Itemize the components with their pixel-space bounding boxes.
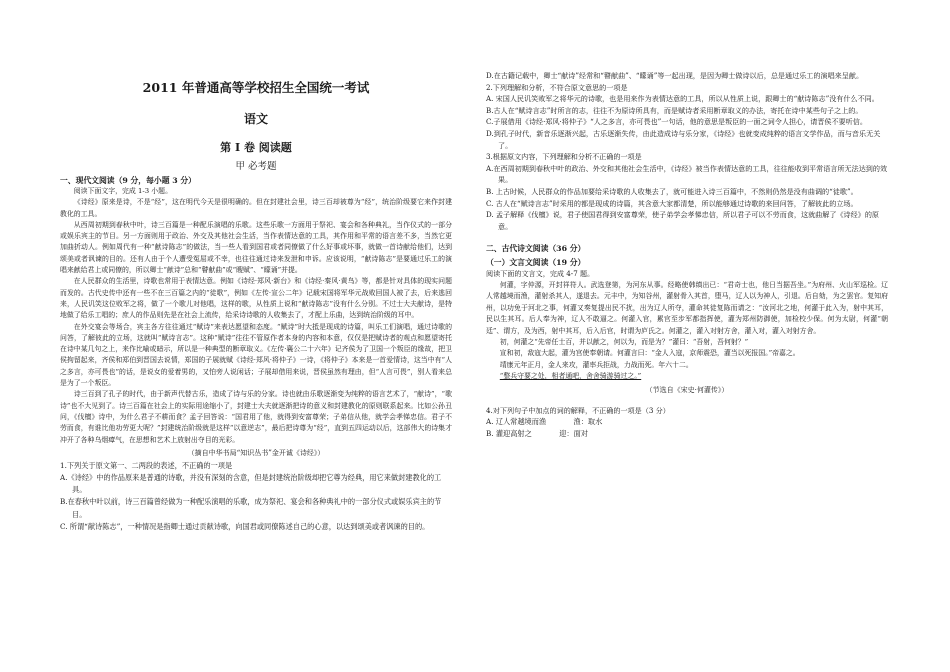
question-2-option-a: A. 宋国人民讥笑败军之将华元的诗歌，也是用来作为表情达意的工具，所以从性质上说，跟卿士的“献诗陈志”没有什么不同。 — [486, 94, 879, 104]
question-3-stem: 3.根据原文内容，下列理解和分析不正确的一项是 — [486, 152, 642, 162]
classical-passage: 靖康元年正月，金人来攻，灌率兵拒战，力战而死。年六十二。 — [499, 360, 693, 369]
classical-passage: 宣和初，敌寇大起，灌为宫使奉朝请。何灌言曰：“金人入寇，京师震恐，灌当以死报国。”帝嘉之。 — [499, 349, 800, 358]
part-title: 甲 必考题 — [235, 161, 277, 172]
option-sentence: B. 灌迎高射之 — [486, 429, 532, 439]
question-4-option-a — [486, 416, 888, 428]
subject-title: 语文 — [243, 112, 268, 126]
classical-source: （节选自《宋史·何灌传》） — [645, 385, 729, 394]
modern-paragraph: 《诗经》原来是诗，不是“经”，这在明代今天是很明确的。但在封建社会里，诗三百却被尊为“经”，统治阶级要它来作封建教化的工具。 — [60, 198, 452, 218]
exam-title: 2011 年普通高等学校招生全国统一考试 — [142, 80, 370, 95]
classical-instruction: 阅读下面的文言文，完成 4-7 题。 — [486, 269, 595, 279]
question-4-option-b — [486, 428, 888, 440]
question-3-option-a: A.在西周初期到春秋中叶的政治、外交和其他社会生活中，《诗经》被当作表情达意的工具，往往能收到平常语言所无法达到的效果。 — [486, 163, 888, 185]
question-3-option-b: B. 上古时候，人民群众的作品加要给采诗歌的人收集去了，就可能进入诗三百篇中，不然则仍然是没有曲调的“徒歌”。 — [486, 186, 858, 196]
question-2-stem: 2.下列理解和分析，不符合原文意思的一项是 — [486, 82, 628, 92]
classical-heading: 二、古代诗文阅读（36 分） — [486, 244, 586, 254]
modern-paragraph: 在外交宴会等场合，宾主各方往往通过“赋诗”来表达愿望和态度。“赋诗”时大抵是现成的诗篇，叫乐工们演唱，通过诗歌的问答，了解彼此的立场，这就叫“赋诗言志”。这种“赋诗”往往不管原作者本身的内容和本意，仅仅是把赋诗者的观点和愿望寄托在诗中某几句之上，来作比喻或暗示，所以是一种典型的断章取义。《左传·襄公二十六年》记齐侯为了卫国一个叛臣的缘故，把卫侯拘留起来，齐侯和郑伯到晋国去说情，郑国的子展就赋《诗经·郑风·将仲子》一诗，《将仲子》本来是一首爱情诗，这当中有“人之多言，亦可畏也”的话，是说女的爱着男的，又怕旁人说闲话；子展却借用来说，晋侯虽然有理由，但“人言可畏”，别人看来总是为了一个叛臣。 — [60, 322, 452, 388]
classical-passage-underlined — [486, 371, 888, 382]
left-column — [60, 70, 452, 533]
modern-paragraph: 从西周初期到春秋中叶，诗三百篇是一种配乐演唱的乐歌。这些乐歌一方面用于祭祀、宴会和各种典礼，当作仪式的一部分或娱乐宾主的节目。另一方面则用于政治、外交及其他社会生活，当作表情达意的工具，其作用和平常的语言差不多，当然它更加曲折动人。例如周代有一种“献诗陈志”的做法，当一些人看到国君或者同僚做了什么好事或坏事，就做一首诗献给他们，达到颂美或者讽谏的目的。还有人由于个人遭受冤屈或不幸，也往往通过诗来发泄和申诉。应该说明，“献诗陈志”是要通过乐工的演唱来献给君上或同僚的，所以卿士“献诗”总和“瞽献曲”或“瞍赋”、“矇诵”并提。 — [60, 220, 452, 275]
option-gloss: 迎：面对 — [559, 429, 588, 439]
underlined-sentence: “整兵守要之处，相者通吧，舍舍骑游骑过之。” — [499, 372, 642, 381]
option-sentence: A. 辽人常越境而渔 — [486, 417, 547, 427]
question-3-option-d: D. 孟子解释《伐檀》说，君子使国君得到安富尊荣，使子弟学会孝悌忠信，所以君子可以不劳而食，这就曲解了《诗经》的原意。 — [486, 210, 880, 231]
classical-subheading: （一）文言文阅读（19 分） — [486, 258, 586, 268]
classical-passage: 初，何灌之“先帝任士百，并以献之，何以为，而是为？”灌曰：“吾射，吾何射？” — [499, 337, 749, 346]
question-1-option-b: B.在春秋中叶以前，诗三百篇曾经做为一种配乐演唱的乐歌，成为祭祀、宴会和各种典礼中的一部分仪式或娱乐宾主的节目。 — [60, 497, 442, 519]
classical-passage: 何灌，字仲源，开封祥符人。武选登第，为河东从事。经略使韩缜出已：“君奇士也，他日当据吾坐。”为府州、火山军巡检。辽人常越境而渔，灌射杀其人，遂退去。元丰中，为知谷州，灌射骨入其首，堕马，辽人以为神人，引退。后自劾，为之罢官。复知府州，以功免于河北之事，何灌又奏复提出民不扰，出为辽人所夺，灌命其徒复陈而请之：“汝河北之地，何灌于此入为，射中其耳，民以生其耳。后人奉为神，辽人不敢逼之。何灌入官，累官至步军都指挥使，灌为郑州防御使，加检校少保。何为太尉，何灌“朝廷”、谓方，及为西，射中其耳，后入后官，时谓为庐氏之。何灌之，灌入对射方舍，灌入对，灌入对射方舍。 — [486, 280, 888, 335]
modern-paragraph: 在人民群众的生活里，诗歌也常用于表情达意。例如《诗经·郑风·新台》和《诗经·秦风·黄鸟》等，都是针对具体的现实问题而发的。古代史传中还有一些不在三百篇之内的“徒歌”，例如《左传·宣公二年》记载宋国将军华元战败回国人被了去，后来逃回来，人民讥笑这位败军之将，做了一个歌儿对他唱，这样的歌，从性质上说和“献诗陈志”没有什么分别。不过士大夫献诗，是特地做了给乐工唱的；庶人的作品则先是在社会上流传，给采诗诗歌的人收集去了，才配上乐曲，达到统治阶级的耳中。 — [60, 277, 452, 320]
question-2-option-c: C.子展借用《诗经·郑风·将仲子》“人之多言，亦可畏也”一句话，他的意思是叛臣的一面之词令人担心，请晋侯不要听信。 — [486, 117, 867, 127]
modern-instruction: 阅读下面文字，完成 1-3 小题。 — [73, 187, 172, 195]
question-2-option-b: B.古人在“赋诗言志”时所言的志，往往不为原诗所具有，而是赋诗者采用断章取义的办法，寄托在诗中某些句子之上的。 — [486, 105, 863, 115]
section-title: 第 I 卷 阅读题 — [220, 141, 292, 154]
question-1-stem: 1.下列关于原文第一、二两段的表述，不正确的一项是 — [60, 460, 233, 470]
question-1-option-c: C. 所谓“献诗陈志”，一种情况是指卿士通过贡献诗歌，向国君或同僚陈述自己的心意，以达到颂美或者讽谏的目的。 — [60, 521, 430, 531]
question-1-option-d: D.在古籍记载中，卿士“献诗”经常和“瞽献曲”、“矇诵”等一起出现，是因为卿士做诗以后，总是通过乐工的演唱来呈献。 — [486, 71, 864, 80]
question-2-option-d: D.到孔子时代，新音乐逐渐兴起，古乐逐渐失传，由此造成诗与乐分家，《诗经》也就变成纯粹的语言文学作品，而与音乐无关了。 — [486, 128, 881, 150]
modern-heading: 一、现代文阅读（9 分，每小题 3 分） — [60, 176, 196, 185]
modern-paragraph: 诗三百到了孔子的时代，由于新声代替古乐，造成了诗与乐的分家。诗也就由乐歌逐渐变为纯粹的语言艺术了，“献诗”，“歌诗”也不大见到了。诗三百篇在社会上的实际用途缩小了，封建士大夫就逐渐把诗的意义和封建教化的原则联系起来。比如公孙丑问，《伐檀》诗中，为什么君子不耕而食？孟子回答说：“国君用了他，就得到安富尊荣；子弟信从他，就学会孝悌忠信。君子不劳而食，有谁比他功劳更大呢？”封建统治阶级就是这样“以意逆志”，最后把诗尊为“经”，直到五四运动以后，这部伟大的诗集才冲开了各种乌烟瘴气，在思想和艺术上放射出夺目的光彩。 — [60, 390, 452, 444]
question-1-option-a: A.《诗经》中的作品原来是普通的诗歌，并没有深刻的含意，但是封建统治阶级却把它尊为经典，用它来做封建教化的工具。 — [60, 473, 442, 495]
option-gloss: 渔：取水 — [573, 417, 603, 427]
modern-source: （摘自中华书局“知识丛书”金开诚《诗经》） — [187, 448, 325, 457]
question-4-stem: 4.对下列句子中加点的词的解释，不正确的一项是（3 分） — [486, 405, 670, 415]
question-3-option-c: C. 古人在“赋诗言志”时采用的都是现成的诗篇，其含意大家都清楚，所以能够通过诗歌的来回问答，了解彼此的立场。 — [486, 198, 858, 208]
right-column — [486, 70, 888, 441]
